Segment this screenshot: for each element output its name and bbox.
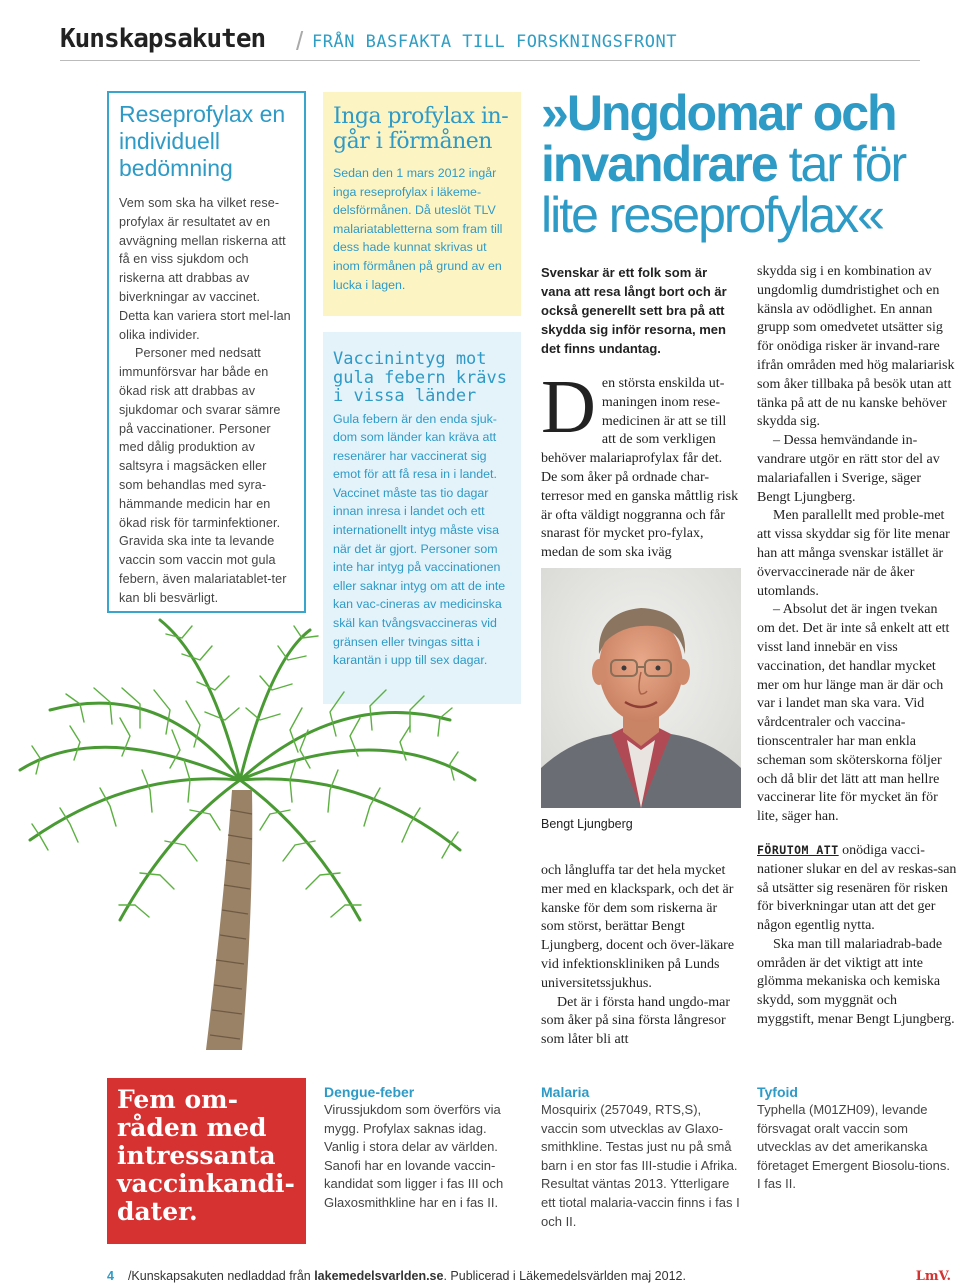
article-column-2 xyxy=(757,263,957,1030)
headline-light: tar för lite reseprofylax xyxy=(541,136,906,243)
red-box-heading: Fem om-råden med intressanta vaccinkandi-dater. xyxy=(117,1085,295,1226)
fact-text: Virussjukdom som överförs via mygg. Profylax saknas idag. Vanlig i stora delar av världen. Sanofi har en lovande vaccin-kandidat som ligger i fas III och Glaxosmithkline har en i fas II. xyxy=(324,1102,504,1210)
fact-text: Mosquirix (257049, RTS,S), vaccin som utvecklas av Glaxo-smithkline. Testas just nu på små barn i en stor fas III-studie i Afrika. Resultat väntas 2013. Ytterligare ett tiotal malaria-vaccin finns i fas I och II. xyxy=(541,1102,740,1229)
article-paragraph xyxy=(757,841,957,936)
article-paragraph: Men parallellt med proble-met att vissa skyddar sig för lite menar han att många svenskar istället är övervaccinerade när de åker utomlands. xyxy=(757,508,950,599)
fact-title: Malaria xyxy=(541,1084,590,1100)
article-paragraph: Ska man till malariadrab-bade områden är det viktigt att inte glömma mekaniska och kemiska skydd, som myggnät och myggstift, menar Bengt Ljungberg. xyxy=(757,936,955,1028)
sidebar-paragraph: Vem som ska ha vilket rese-profylax är resultatet av en avvägning mellan riskerna att få en viss sjukdom och riskerna att drabbas av biverkningar av vaccinet. Detta kan variera stort mel-lan olika individer. xyxy=(119,196,291,342)
sidebar-box-reseprofylax xyxy=(107,91,306,613)
photo-caption: Bengt Ljungberg xyxy=(541,817,633,831)
factbox-heading: Vaccinintyg mot gula febern krävs i vissa länder xyxy=(333,349,507,406)
footer-text-end: . Publicerad i Läkemedelsvärlden maj 2012. xyxy=(443,1269,686,1283)
page-header xyxy=(60,22,960,62)
fact-tyfoid xyxy=(757,1084,957,1194)
fact-dengue xyxy=(324,1084,524,1213)
factbox-text: Gula febern är den enda sjuk-dom som länder kan kräva att resenärer har vaccinerat sig emot för att få resa in i landet. Vaccinet måste tas tio dagar innan inresa i landet och ett internationellt intyg måste visa när det är gjort. Personer som inte har intyg på vaccinationen eller saknar intyg om att de inte kan vac-cineras av medicinska skäl kan tvångsvaccineras vid gränsen eller tvingas sitta i karantän i upp till sex dagar. xyxy=(333,411,506,668)
headline-open-quote: » xyxy=(541,85,567,141)
sidebar-heading: Reseprofylax en individuell bedömning xyxy=(119,101,286,181)
header-rule xyxy=(60,60,920,61)
section-lead-in: FÖRUTOM ATT xyxy=(757,842,839,857)
portrait-image xyxy=(541,568,741,808)
footer-site-link[interactable]: lakemedelsvarlden.se xyxy=(314,1269,444,1283)
sidebar-paragraph: Personer med nedsatt immunförsvar har både en ökad risk att drabbas av sjukdomar och svarar sämre på vaccinationer. Personer med dålig produktion av saltsyra i magsäcken eller som behandlas med syra-hämmande medicin har en ökad risk för tarminfektioner. Gravida ska inte ta levande vaccin som vaccin mot gula febern, även malariatablet-ter kan bli besvärligt. xyxy=(119,346,287,605)
headline-bold: Ungdomar och invandrare xyxy=(541,85,896,192)
section-text: onödiga vacci-nationer slukar en del av reskas-san så utsätter sig resenären för risken för biverkningar utan att det ger någon egentlig nytta. xyxy=(757,842,957,934)
section-subtitle: FRÅN BASFAKTA TILL FORSKNINGSFRONT xyxy=(312,32,677,52)
headline-close-quote: « xyxy=(857,187,883,243)
fact-title: Tyfoid xyxy=(757,1084,798,1100)
portrait-photo xyxy=(541,568,741,808)
article-ingress: Svenskar är ett folk som är vana att resa långt bort och är också generellt sett bra på att skydda sig inför resorna, men det finns undantag. xyxy=(541,265,727,356)
red-teaser-box xyxy=(107,1078,306,1244)
header-separator: / xyxy=(296,26,304,56)
palm-tree-illustration xyxy=(10,600,480,1060)
page-footer xyxy=(107,1269,957,1283)
article-paragraph: – Absolut det är ingen tvekan om det. Det är inte så enkelt att ett visst land innebär en viss vaccination, det handlar mycket mer om hur länge man är där och var i landet man ska vara. Vid vårdcentraler och vaccina-tionscentraler har man enkla scheman som sköterskorna följer och då blir det lätt att man hellre vaccinerar lite för mycket än för lite, säger han. xyxy=(757,602,950,825)
footer-text: /Kunskapsakuten nedladdad från xyxy=(127,1269,315,1283)
article-paragraph: och långluffa tar det hela mycket mer med en klackspark, och det är kanske för dem som riskerna är som störst, berättar Bengt Ljungberg, docent och över-läkare vid infektionskliniken på Lunds universitetssjukhus. xyxy=(541,863,735,991)
fact-malaria xyxy=(541,1084,741,1231)
article-column-1-continued xyxy=(541,862,739,1050)
article-paragraph: skydda sig i en kombination av ungdomlig dumdristighet och en känsla av odödlighet. En annan grupp som omedvetet utsätter sig för onödiga risker är invand-rare ifrån områden med hög malariarisk som åker tillbaka på besök utan att tänka på att de nu kanske behöver skydda sig. xyxy=(757,264,955,430)
drop-cap: D xyxy=(541,365,596,449)
article-text: en största enskilda ut-maningen inom rese-medicinen är att se till att de som verkligen behöver malariaprofylax får det. De som åker på ordnade char-terresor med en ganska måttlig risk är ofta väldigt noggranna och får snarast för mycket pro-fylax, medan de som ska iväg xyxy=(541,376,739,561)
section-title: Kunskapsakuten xyxy=(60,24,266,54)
article-paragraph: Det är i första hand ungdo-mar som åker på sina första långresor som låter bli att xyxy=(541,994,730,1048)
factbox-formanen xyxy=(323,92,521,316)
factbox-heading: Inga profylax in-går i förmånen xyxy=(333,104,509,154)
article-headline xyxy=(541,85,951,243)
article-paragraph: – Dessa hemvändande in-vandrare utgör en rätt stor del av malariafallen i Sverige, säger Bengt Ljungberg. xyxy=(757,433,940,505)
palm-tree-image xyxy=(10,600,480,1060)
publication-logo: LmV. xyxy=(915,1269,951,1284)
fact-text: Typhella (M01ZH09), levande försvagat oralt vaccin som utvecklas av det amerikanska företaget Emergent Biosolu-tions. I fas II. xyxy=(757,1102,950,1192)
article-column-1 xyxy=(541,365,741,563)
fact-title: Dengue-feber xyxy=(324,1084,415,1100)
page-number: 4 xyxy=(107,1269,114,1283)
factbox-text: Sedan den 1 mars 2012 ingår inga reseprofylax i läkeme-delsförmånen. Då uteslöt TLV malariatabletterna som fram till dess hade kunnat skrivas ut inom förmånen på grund av en lucka i lagen. xyxy=(333,166,503,292)
